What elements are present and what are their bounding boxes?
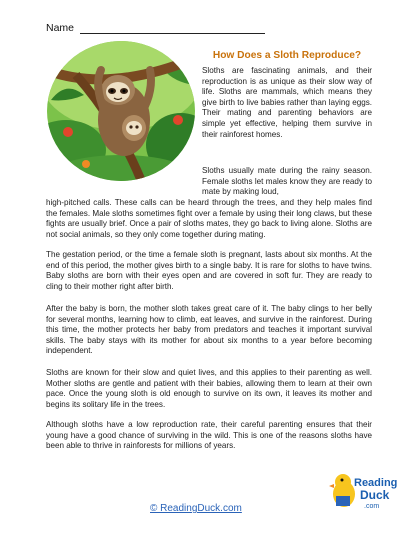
paragraph-2-continued: high-pitched calls. These calls can be heard through the trees, and they help males find the females. Male sloths sometimes fight over a female by using their long claws, but these fights are usually brief. Once a pair of sloths mates, they go back to living alone. Sloths are not social animals, so they only come together during mating. [46,198,372,239]
paragraph-3: The gestation period, or the time a female sloth is pregnant, lasts about six months. At the end of this period, the mother gives birth to a single baby. It is rare for sloths to have twins. Baby sloths are born with their eyes open and are covered in soft fur. They are ready to cling to their mother right after birth. [46,250,372,291]
logo-word-reading: Reading [354,477,398,489]
logo-word-com: .com [364,503,380,510]
article-title: How Does a Sloth Reproduce? [212,50,362,61]
name-write-line [80,24,265,34]
paragraph-6: Although sloths have a low reproduction rate, their careful parenting ensures that their young have a good chance of surviving in the wild. This is one of the reasons sloths have been able to thrive in rainforests for millions of years. [46,420,372,451]
paragraph-5: Sloths are known for their slow and quiet lives, and this applies to their parenting as well. Mother sloths are gentle and patient with their babies, allowing them to learn at their own pace. Once the young sloth is old enough to survive on its own, it leaves its mother and begins its solitary life in the trees. [46,368,372,409]
paragraph-2-start: Sloths usually mate during the rainy season. Female sloths let males know they are ready to mate by making loud, [202,166,372,197]
readingduck-link[interactable]: © ReadingDuck.com [150,503,242,514]
reading-duck-logo [330,466,398,522]
paragraph-1: Sloths are fascinating animals, and their reproduction is as unique as their slow way of life. Sloths are mammals, which means they give birth to live babies rather than laying eggs. Their mating and parenting behaviors are simple yet effective, helping them survive in their rainforest homes. [202,66,372,139]
paragraph-4: After the baby is born, the mother sloth takes great care of it. The baby clings to her belly for several months, learning how to climb, eat leaves, and survive in the rainforest. During this time, the mother protects her baby from predators and teaches it important survival skills. The baby stays with its mother for about six months to a year before becoming independent. [46,304,372,356]
logo-word-duck: Duck [360,488,390,502]
name-field-row [46,22,265,34]
sloth-illustration [46,40,196,182]
name-label: Name [46,22,75,34]
